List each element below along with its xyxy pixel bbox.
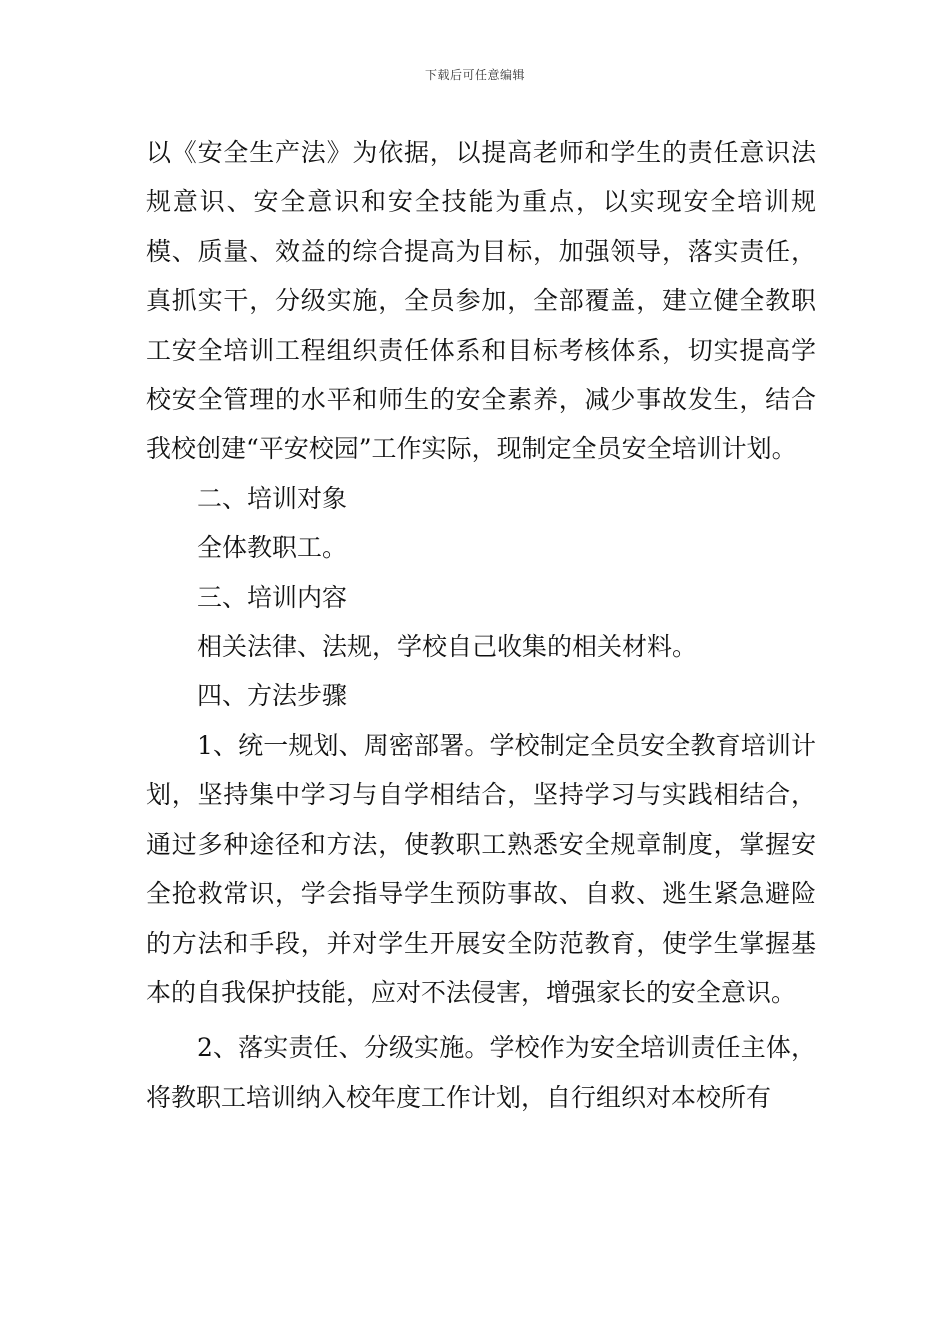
page-header-note: 下载后可任意编辑 bbox=[424, 68, 525, 82]
paragraph-targets: 全体教职工。 bbox=[197, 533, 348, 563]
heading-method-steps: 四、方法步骤 bbox=[197, 681, 348, 711]
paragraph-step-2: 2、落实责任、分级实施。学校作为安全培训责任主体，将教职工培训纳入校年度工作计划，自行组织对本校所有 bbox=[146, 1033, 816, 1112]
heading-training-content: 三、培训内容 bbox=[197, 582, 348, 612]
paragraph-intro: 以《安全生产法》为依据，以提高老师和学生的责任意识法规意识、安全意识和安全技能为重点，以实现安全培训规模、质量、效益的综合提高为目标，加强领导，落实责任，真抓实干，分级实施，全员参加，全部覆盖，建立健全教职工安全培训工程组织责任体系和目标考核体系，切实提高学校安全管理的水平和师生的安全素养，减少事故发生，结合我校创建“平安校园”工作实际，现制定全员安全培训计划。 bbox=[146, 138, 816, 464]
paragraph-content: 相关法律、法规，学校自己收集的相关材料。 bbox=[197, 632, 698, 662]
document-body bbox=[146, 128, 816, 1122]
heading-training-targets: 二、培训对象 bbox=[197, 483, 348, 513]
paragraph-step-1: 1、统一规划、周密部署。学校制定全员安全教育培训计划，坚持集中学习与自学相结合，坚持学习与实践相结合，通过多种途径和方法，使教职工熟悉安全规章制度，掌握安全抢救常识，学会指导学生预防事故、自救、逃生紧急避险的方法和手段，并对学生开展安全防范教育，使学生掌握基本的自我保护技能，应对不法侵害，增强家长的安全意识。 bbox=[146, 730, 816, 1007]
